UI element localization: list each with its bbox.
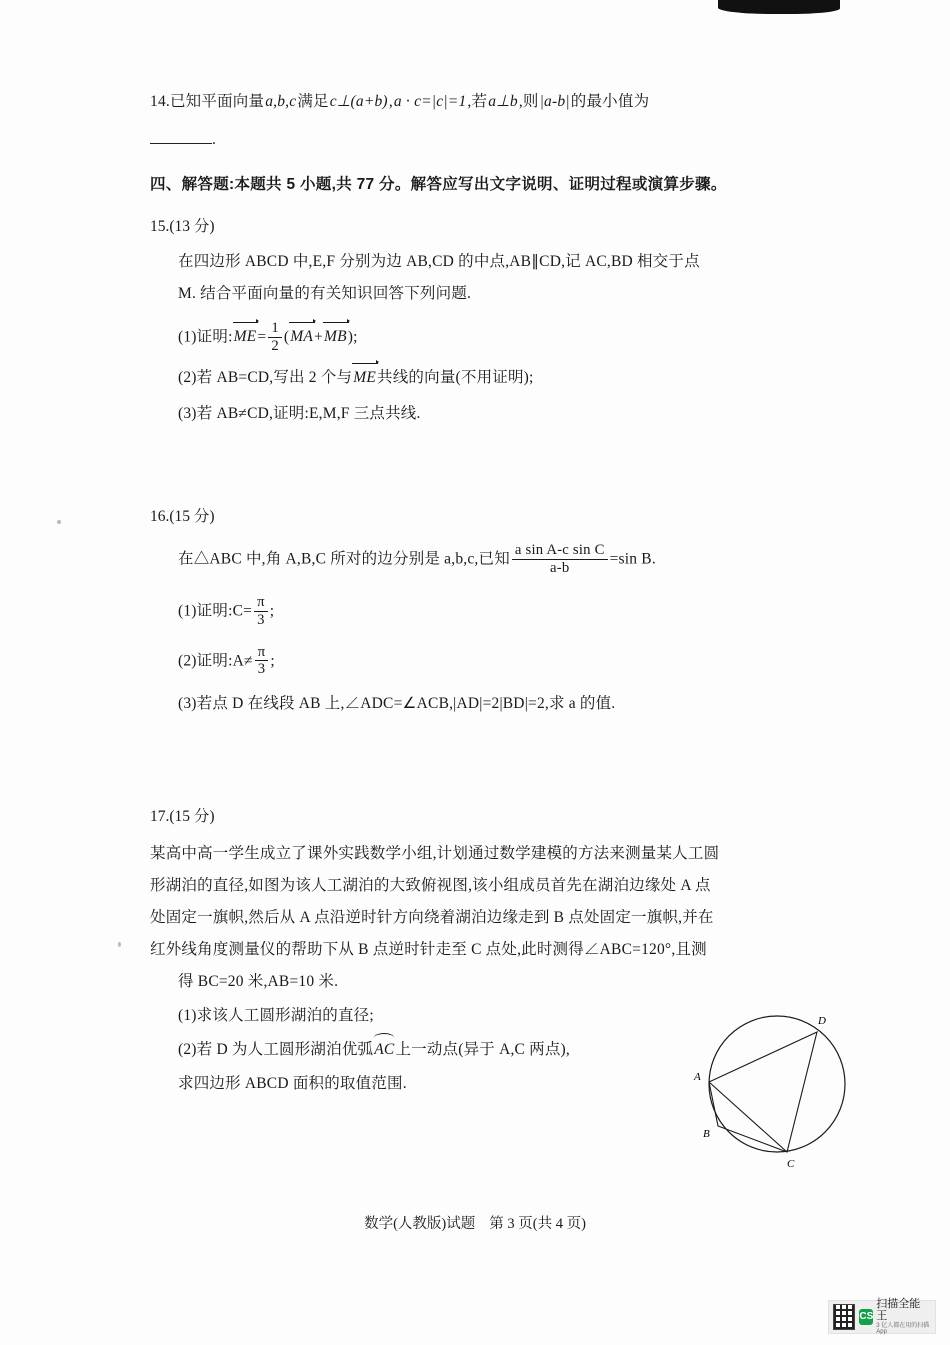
question-15: [150, 214, 822, 426]
q15-points: (13 分): [169, 218, 215, 236]
q16-body-suffix: =sin B.: [609, 550, 656, 568]
vector-ME: ME: [233, 325, 258, 349]
watermark-subtitle: 3 亿人都在用的扫描 App: [876, 1322, 930, 1336]
q14-text-b: 满足: [297, 93, 329, 110]
q16-number: 16.: [150, 508, 170, 526]
q16-p2-suffix: ;: [270, 652, 275, 670]
q17-part-1: (1)求该人工圆形湖泊的直径;: [178, 1007, 374, 1025]
q17-points: (15 分): [169, 807, 215, 825]
diagonal-AC: [709, 1082, 787, 1152]
q17-body-line-5: 得 BC=20 米,AB=10 米.: [178, 973, 339, 991]
q17-body-line-2: 形湖泊的直径,如图为该人工湖泊的大致俯视图,该小组成员首先在湖泊边缘处 A 点: [150, 877, 711, 894]
figure-label-A: A: [694, 1071, 701, 1083]
scan-artifact-top: [718, 0, 840, 14]
scan-watermark-text: [859, 1298, 931, 1335]
q16-p2-prefix: (2)证明:A≠: [178, 652, 253, 670]
fraction-sine-expression: [512, 542, 608, 576]
q14-cond4: |a-b|: [539, 93, 570, 110]
fraction-denominator: 3: [257, 611, 265, 628]
fraction-denominator: 3: [257, 661, 266, 678]
q17-number-line: [150, 804, 822, 826]
q15-p1-close: ): [347, 328, 354, 346]
figure-label-D: D: [818, 1015, 826, 1027]
q17-number: 17.: [150, 807, 170, 825]
vector-MB: MB: [323, 325, 348, 349]
q15-p1-semicolon: ;: [353, 328, 358, 346]
q15-body-line-2: M. 结合平面向量的有关知识回答下列问题.: [178, 285, 472, 303]
fraction-numerator: a sin A-c sin C: [512, 542, 608, 559]
figure-label-B: B: [703, 1128, 710, 1140]
q16-points: (15 分): [169, 508, 215, 526]
q14-text-e: 的最小值为: [570, 93, 650, 110]
q17-p2-prefix: (2)若 D 为人工圆形湖泊优弧: [178, 1041, 374, 1059]
quadrilateral-ABCD: [709, 1032, 817, 1152]
q14-cond2: a · c=|c|=1: [393, 93, 467, 110]
q14-text-a: 已知平面向量: [169, 93, 265, 110]
q14-period: .: [212, 131, 217, 149]
q15-part-1: [150, 320, 822, 354]
watermark-title: 扫描全能王: [876, 1298, 921, 1323]
q14-comma: ,: [388, 93, 393, 110]
q15-p1-open: (: [283, 328, 290, 346]
fraction-numerator: 1: [268, 320, 282, 337]
fraction-one-half: [268, 320, 282, 354]
q14-cond1: c⊥(a+b): [329, 93, 388, 110]
q15-p2-suffix: 共线的向量(不用证明);: [377, 369, 534, 387]
q15-p1-eq: =: [257, 328, 267, 346]
q15-body-line-1: 在四边形 ABCD 中,E,F 分别为边 AB,CD 的中点,AB∥CD,记 AC,BD 相交于点: [178, 253, 700, 271]
q14-text-c: ,若: [467, 93, 488, 110]
q15-p1-plus: +: [314, 328, 323, 346]
q16-part-2: [150, 644, 822, 678]
q16-part-1: [150, 594, 822, 628]
circle-lake: [709, 1016, 845, 1152]
q14-text-d: ,则: [518, 93, 539, 110]
q17-body-line-1: 某高中高一学生成立了课外实践数学小组,计划通过数学建模的方法来测量某人工圆: [150, 844, 720, 862]
page-content: [150, 90, 822, 1096]
q15-number-line: [150, 214, 822, 236]
vector-MA: MA: [289, 325, 314, 349]
page-speck: [118, 942, 121, 947]
q15-p2-prefix: (2)若 AB=CD,写出 2 个与: [178, 369, 353, 387]
fraction-numerator: π: [254, 594, 268, 611]
figure-svg: [672, 1004, 892, 1174]
q14-line: [150, 90, 822, 114]
answer-blank[interactable]: [150, 132, 212, 144]
q16-number-line: [150, 504, 822, 526]
camscanner-logo-icon: CS: [859, 1309, 873, 1325]
q16-p1-prefix: (1)证明:C=: [178, 602, 253, 620]
q15-part-3: (3)若 AB≠CD,证明:E,M,F 三点共线.: [178, 405, 421, 423]
footer-subject: 数学(人教版)试题: [364, 1216, 476, 1232]
q14-vars: a,b,c: [265, 93, 297, 110]
q15-p1-prefix: (1)证明:: [178, 328, 233, 346]
q15-part-2: [150, 366, 822, 390]
section-4-heading: 四、解答题:本题共 5 小题,共 77 分。解答应写出文字说明、证明过程或演算步骤。: [150, 176, 727, 194]
q17-part-3: 求四边形 ABCD 面积的取值范围.: [178, 1075, 407, 1093]
q14-cond3: a⊥b: [488, 93, 518, 110]
fraction-denominator: 2: [271, 337, 279, 354]
q16-body-line: [150, 542, 822, 576]
q14-number: 14.: [150, 93, 170, 110]
q16-part-3: (3)若点 D 在线段 AB 上,∠ADC=∠ACB,|AD|=2|BD|=2,求 a 的值.: [178, 694, 616, 712]
q14-answer-blank-line: [150, 128, 822, 152]
page-speck: [57, 520, 61, 524]
question-16: [150, 504, 822, 716]
figure-label-C: C: [787, 1158, 795, 1170]
q16-p1-suffix: ;: [269, 602, 275, 620]
vector-ME-2: ME: [352, 366, 377, 390]
fraction-numerator: π: [255, 644, 269, 661]
page-footer: [0, 1212, 950, 1233]
fraction-denominator: a-b: [550, 559, 570, 576]
footer-page-label: 第 3 页(共 4 页): [489, 1216, 586, 1232]
q16-body-prefix: 在△ABC 中,角 A,B,C 所对的边分别是 a,b,c,已知: [178, 550, 510, 568]
scan-watermark: [828, 1300, 936, 1334]
q17-p2-suffix: 上一动点(异于 A,C 两点),: [395, 1041, 570, 1059]
question-14: [150, 90, 822, 152]
qr-code-icon: [833, 1304, 855, 1330]
arc-AC: AC: [373, 1038, 395, 1062]
fraction-pi-over-3: [254, 594, 268, 628]
q17-body-line-3: 处固定一旗帜,然后从 A 点沿逆时针方向绕着湖泊边缘走到 B 点处固定一旗帜,并在: [150, 909, 714, 927]
q17-body-line-4: 红外线角度测量仪的帮助下从 B 点逆时针走至 C 点处,此时测得∠ABC=120°,且测: [150, 941, 707, 959]
q15-number: 15.: [150, 218, 170, 236]
figure-circle-quadrilateral: [672, 1004, 892, 1174]
fraction-pi-over-3-2: [255, 644, 269, 678]
